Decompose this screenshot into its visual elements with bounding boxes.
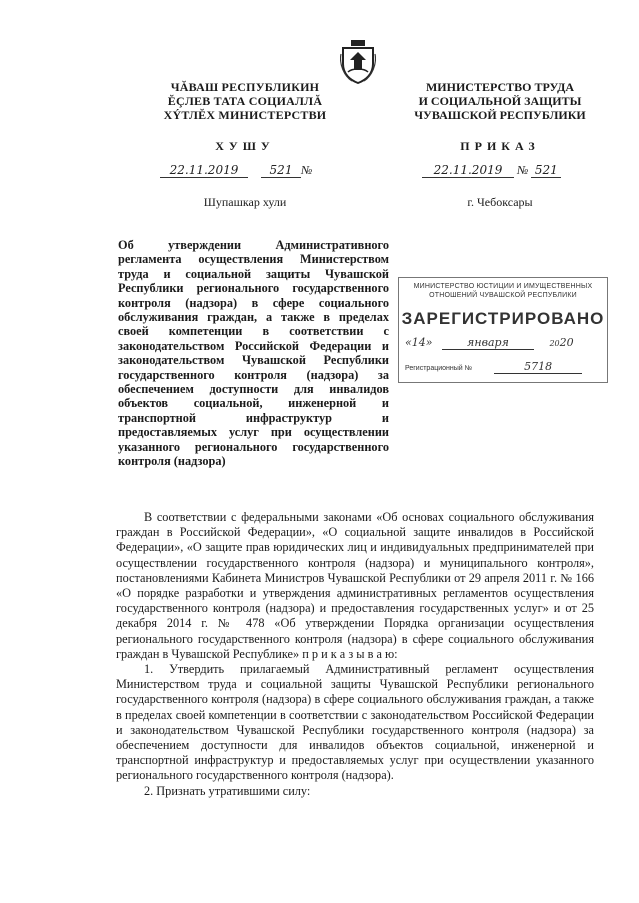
ministry-line: ЧУВАШСКОЙ РЕСПУБЛИКИ <box>414 108 586 122</box>
stamp-reg-number: 5718 <box>494 360 582 374</box>
body-paragraph: 2. Признать утратившими силу: <box>144 783 311 798</box>
stamp-status: ЗАРЕГИСТРИРОВАНО <box>401 309 605 328</box>
document-subject-title: Об утверждении Административного регламента осуществления Министерством труда и социальной защиты Чувашской Республики регионального государственного контроля (надзора) в сфере социального обслуживания граждан, а также в пределах своей компетенции в соответствии с законодательством Российской Федерации и законодательством Чувашской Республики государственного контроля (надзора) за обеспечением доступности для инвалидов объектов социальной, инженерной и транспортной инфраструктур и предоставляемых услуг при осуществлении указанного регионального государственного контроля (надзора) <box>118 238 389 469</box>
registration-stamp <box>398 277 608 383</box>
ministry-line: ЧĂВАШ РЕСПУБЛИКИН <box>170 80 320 94</box>
body-paragraph: В соответствии с федеральными законами «Об основах социального обслуживания граждан в Российской Федерации», «О социальной защите инвалидов в Российской Федерации», «О защите прав юридических лиц и индивидуальных предпринимателей при осуществлении государственного контроля (надзора) и муниципального контроля», постановлениями Кабинета Министров Чувашской Республики от 29 апреля 2011 г. № 166 «О порядке разработки и утверждения административных регламентов осуществления государственного контроля (надзора) и предоставления государственных услуг» и от 25 декабря 2014 г. № 478 «Об утверждении Порядка организации осуществления регионального государственного контроля (надзора) в сфере социального обслуживания граждан в Чувашской Республике» п р и к а з ы в а ю: <box>116 510 594 661</box>
ministry-line: МИНИСТЕРСТВО ТРУДА <box>425 80 575 94</box>
ministry-line: И СОЦИАЛЬНОЙ ЗАЩИТЫ <box>418 94 582 108</box>
stamp-registration <box>405 360 601 374</box>
coat-of-arms-emblem <box>340 40 376 84</box>
order-number-handwritten: 521 <box>531 163 561 178</box>
ministry-name-chuvash <box>150 80 340 122</box>
body-paragraph: 1. Утвердить прилагаемый Административный регламент осуществления Министерством труда и социальной защиты Чувашской Республики регионального государственного контроля (надзора) в сфере социального обслуживания граждан, а также в пределах своей компетенции в соответствии с законодательством Российской Федерации и законодательством Чувашской Республики государственного контроля (надзора) за обеспечением доступности для инвалидов объектов социальной, инженерной и транспортной инфраструктур и предоставляемых услуг при осуществлении указанного регионального государственного контроля (надзора). <box>116 662 594 783</box>
stamp-day: «14» <box>405 336 433 349</box>
stamp-date <box>405 336 601 350</box>
order-number-line-left <box>160 163 335 178</box>
ministry-line: ХÝТЛĔХ МИНИСТЕРСТВИ <box>163 108 327 122</box>
order-title-chuvash: ХУШУ <box>215 139 275 153</box>
stamp-year-prefix: 20 <box>549 339 560 348</box>
ministry-line: ĔÇЛЕВ ТАТА СОЦИАЛЛĂ <box>167 94 323 108</box>
document-body <box>116 510 594 799</box>
order-number-handwritten: 521 <box>261 163 301 178</box>
stamp-year-suffix: 20 <box>559 336 574 349</box>
stamp-agency-line: ОТНОШЕНИЙ ЧУВАШСКОЙ РЕСПУБЛИКИ <box>429 292 577 299</box>
city-chuvash: Шупашкар хули <box>203 195 287 209</box>
order-title-russian: ПРИКАЗ <box>460 139 540 153</box>
number-sign: № <box>517 163 529 177</box>
order-number-line-right <box>422 163 597 178</box>
ministry-name-russian <box>400 80 600 122</box>
city-russian: г. Чебоксары <box>467 195 533 209</box>
stamp-agency <box>399 282 607 300</box>
stamp-month: января <box>442 336 534 350</box>
stamp-agency-line: МИНИСТЕРСТВО ЮСТИЦИИ И ИМУЩЕСТВЕННЫХ <box>413 283 593 290</box>
order-date-handwritten: 22.11.2019 <box>160 163 248 178</box>
order-date-handwritten: 22.11.2019 <box>422 163 514 178</box>
number-sign: № <box>301 163 313 177</box>
stamp-reg-label: Регистрационный № <box>405 365 473 372</box>
